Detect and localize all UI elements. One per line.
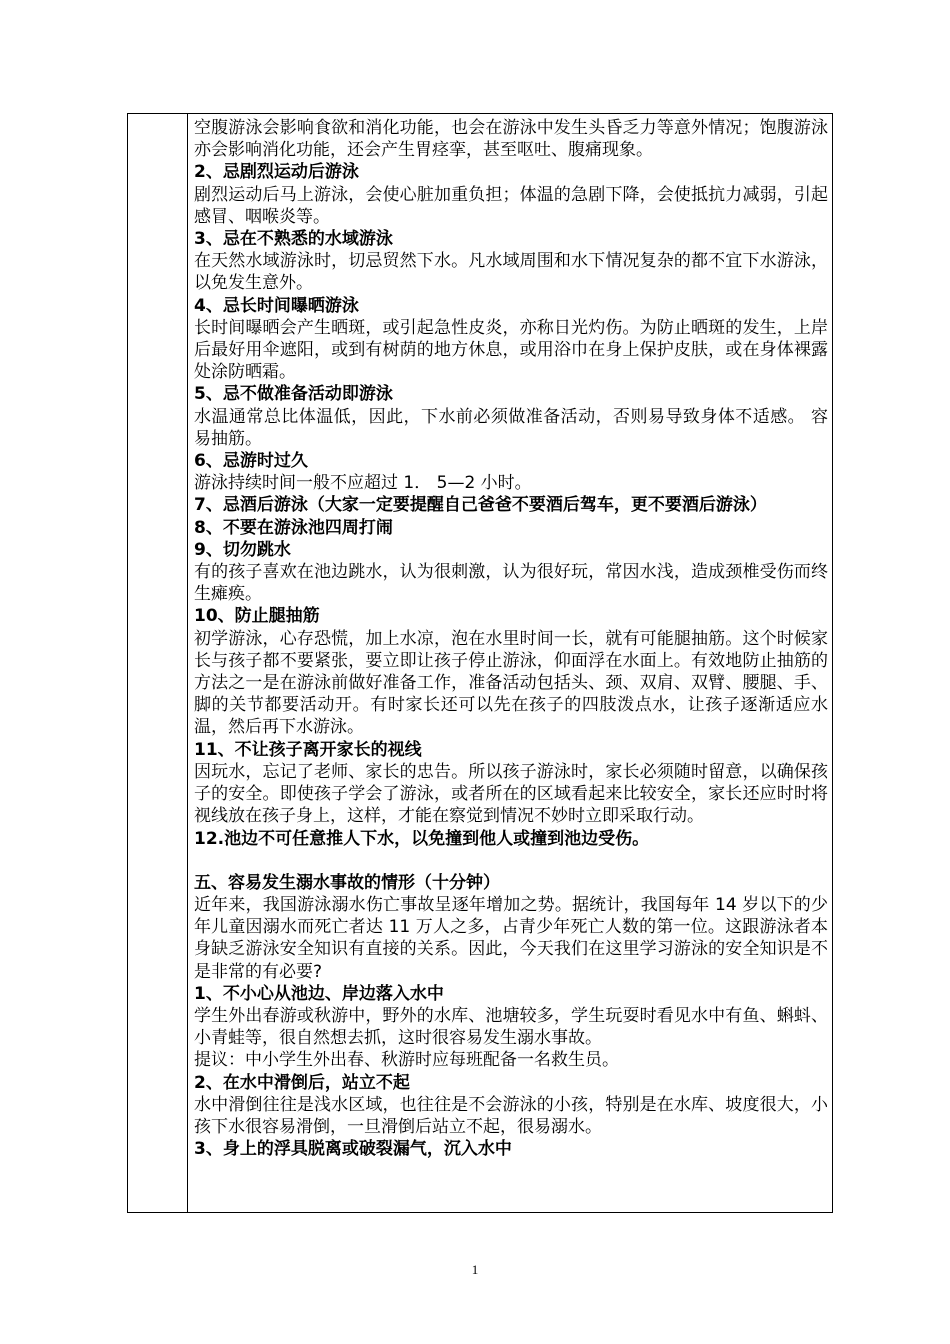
paragraph: 空腹游泳会影响食欲和消化功能，也会在游泳中发生头昏乏力等意外情况；饱腹游泳亦会影响消化功能，还会产生胃痉挛，甚至呕吐、腹痛现象。	[194, 118, 828, 161]
paragraph: 游泳持续时间一般不应超过 1． 5—2 小时。	[194, 473, 532, 494]
section-heading: 3、身上的浮具脱离或破裂漏气，沉入水中	[194, 1139, 512, 1160]
blank-line	[194, 850, 828, 872]
section-heading: 7、忌酒后游泳（大家一定要提醒自己爸爸不要酒后驾车，更不要酒后游泳）	[194, 495, 767, 516]
section-heading: 9、切勿跳水	[194, 539, 291, 560]
content-table	[127, 113, 833, 1213]
section-heading: 1、不小心从池边、岸边落入水中	[194, 983, 444, 1004]
section-heading: 4、忌长时间曝晒游泳	[194, 295, 359, 316]
paragraph: 学生外出春游或秋游中，野外的水库、池塘较多，学生玩耍时看见水中有鱼、蝌蚪、小青蛙等，很自然想去抓，这时很容易发生溺水事故。	[194, 1005, 828, 1049]
paragraph: 提议：中小学生外出春、秋游时应每班配备一名救生员。	[194, 1050, 619, 1071]
paragraph: 剧烈运动后马上游泳，会使心脏加重负担；体温的急剧下降，会使抵抗力减弱，引起感冒、咽喉炎等。	[194, 184, 828, 227]
section-heading: 3、忌在不熟悉的水域游泳	[194, 229, 393, 250]
page-number: 1	[471, 1262, 479, 1277]
section-heading: 2、在水中滑倒后，站立不起	[194, 1072, 410, 1093]
paragraph: 在天然水域游泳时，切忌贸然下水。凡水域周围和水下情况复杂的都不宜下水游泳，以免发生意外。	[194, 251, 828, 294]
section-heading: 五、容易发生溺水事故的情形（十分钟）	[194, 872, 500, 893]
section-heading: 11、不让孩子离开家长的视线	[194, 739, 422, 760]
paragraph: 有的孩子喜欢在池边跳水，认为很刺激，认为很好玩，常因水浅，造成颈椎受伤而终生瘫痪。	[194, 562, 828, 605]
paragraph: 水温通常总比体温低，因此，下水前必须做准备活动，否则易导致身体不适感。 容易抽筋。	[194, 406, 828, 449]
section-heading: 6、忌游时过久	[194, 451, 308, 472]
section-heading: 8、不要在游泳池四周打闹	[194, 517, 393, 538]
paragraph: 初学游泳，心存恐慌，加上水凉，泡在水里时间一长，就有可能腿抽筋。这个时候家长与孩子都不要紧张，要立即让孩子停止游泳，仰面浮在水面上。有效地防止抽筋的方法之一是在游泳前做好准备工作，准备活动包括头、颈、双肩、双臂、腰腿、手、脚的关节都要活动开。有时家长还可以先在孩子的四肢泼点水，让孩子逐渐适应水温，然后再下水游泳。	[194, 628, 828, 738]
column-divider	[187, 114, 188, 1212]
section-heading: 10、防止腿抽筋	[194, 606, 320, 627]
document-body	[194, 117, 828, 1160]
paragraph: 近年来，我国游泳溺水伤亡事故呈逐年增加之势。据统计，我国每年 14 岁以下的少年儿童因溺水而死亡者达 11 万人之多，占青少年死亡人数的第一位。这跟游泳者本身缺乏游泳安全知识有直接的关系。因此，今天我们在这里学习游泳的安全知识是不是非常的有必要?	[194, 894, 828, 982]
section-heading: 5、忌不做准备活动即游泳	[194, 384, 393, 405]
section-heading: 12.池边不可任意推人下水，以免撞到他人或撞到池边受伤。	[194, 828, 650, 849]
section-heading: 2、忌剧烈运动后游泳	[194, 162, 359, 183]
paragraph: 因玩水，忘记了老师、家长的忠告。所以孩子游泳时，家长必须随时留意，以确保孩子的安全。即使孩子学会了游泳，或者所在的区域看起来比较安全，家长还应时时将视线放在孩子身上，这样，才能在察觉到情况不妙时立即采取行动。	[194, 761, 828, 827]
paragraph: 水中滑倒往往是浅水区域，也往往是不会游泳的小孩，特别是在水库、坡度很大，小孩下水很容易滑倒，一旦滑倒后站立不起，很易溺水。	[194, 1094, 828, 1137]
paragraph: 长时间曝晒会产生晒斑，或引起急性皮炎，亦称日光灼伤。为防止晒斑的发生，上岸后最好用伞遮阳，或到有树荫的地方休息，或用浴巾在身上保护皮肤，或在身体裸露处涂防晒霜。	[194, 317, 828, 383]
